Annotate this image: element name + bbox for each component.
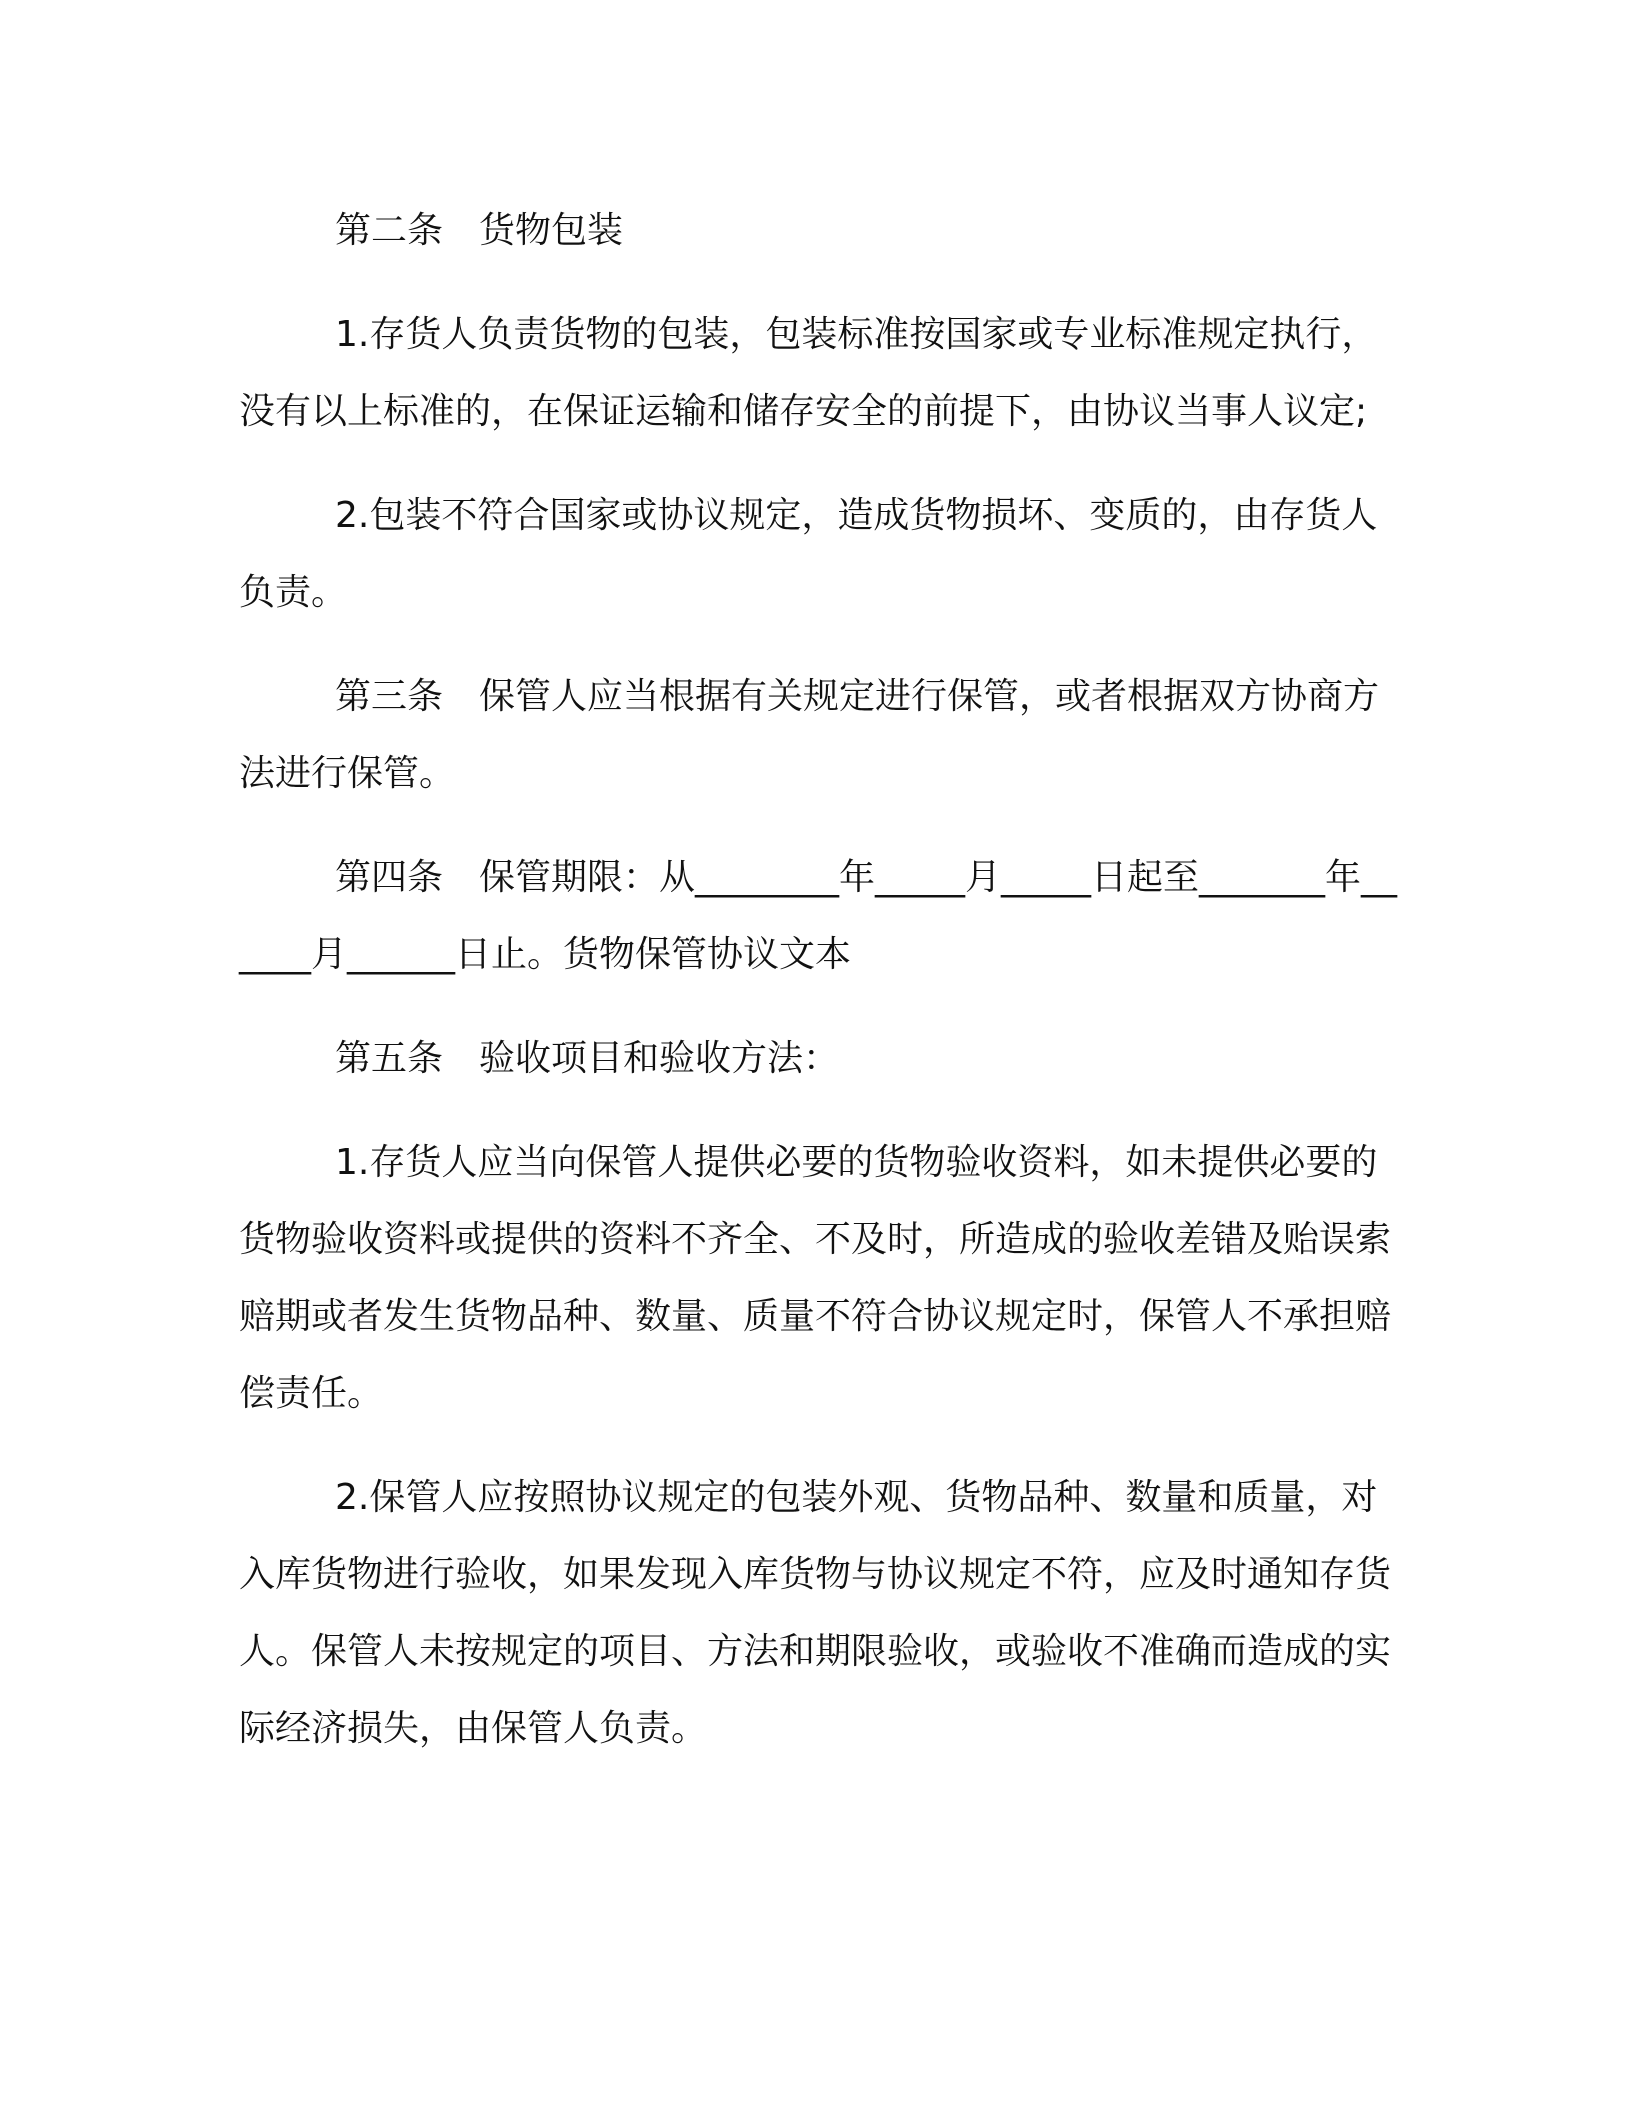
- article-2-heading: 第二条 货物包装: [335, 210, 624, 251]
- article-2-item-2: 2.包装不符合国家或协议规定，造成货物损坏、变质的，由存货人负责。: [239, 495, 1378, 613]
- article-5-item-2: 2.保管人应按照协议规定的包装外观、货物品种、数量和质量，对入库货物进行验收，如果发现入库货物与协议规定不符，应及时通知存货人。保管人未按规定的项目、方法和期限验收，或验收不准确而造成的实际经济损失，由保管人负责。: [239, 1477, 1392, 1749]
- article-5-heading: 第五条 验收项目和验收方法：: [335, 1038, 840, 1079]
- article-5-item-1: 1.存货人应当向保管人提供必要的货物验收资料，如未提供必要的货物验收资料或提供的资料不齐全、不及时，所造成的验收差错及贻误索赔期或者发生货物品种、数量、质量不符合协议规定时，保管人不承担赔偿责任。: [239, 1142, 1392, 1414]
- article-3-paragraph: 第三条 保管人应当根据有关规定进行保管，或者根据双方协商方法进行保管。: [239, 676, 1380, 794]
- article-4-paragraph: 第四条 保管期限：从________年_____月_____日起至_______年______月______日止。货物保管协议文本: [239, 857, 1398, 975]
- document-body: [239, 192, 1409, 1767]
- article-2-item-1: 1.存货人负责货物的包装，包装标准按国家或专业标准规定执行，没有以上标准的，在保证运输和储存安全的前提下，由协议当事人议定;: [239, 314, 1378, 432]
